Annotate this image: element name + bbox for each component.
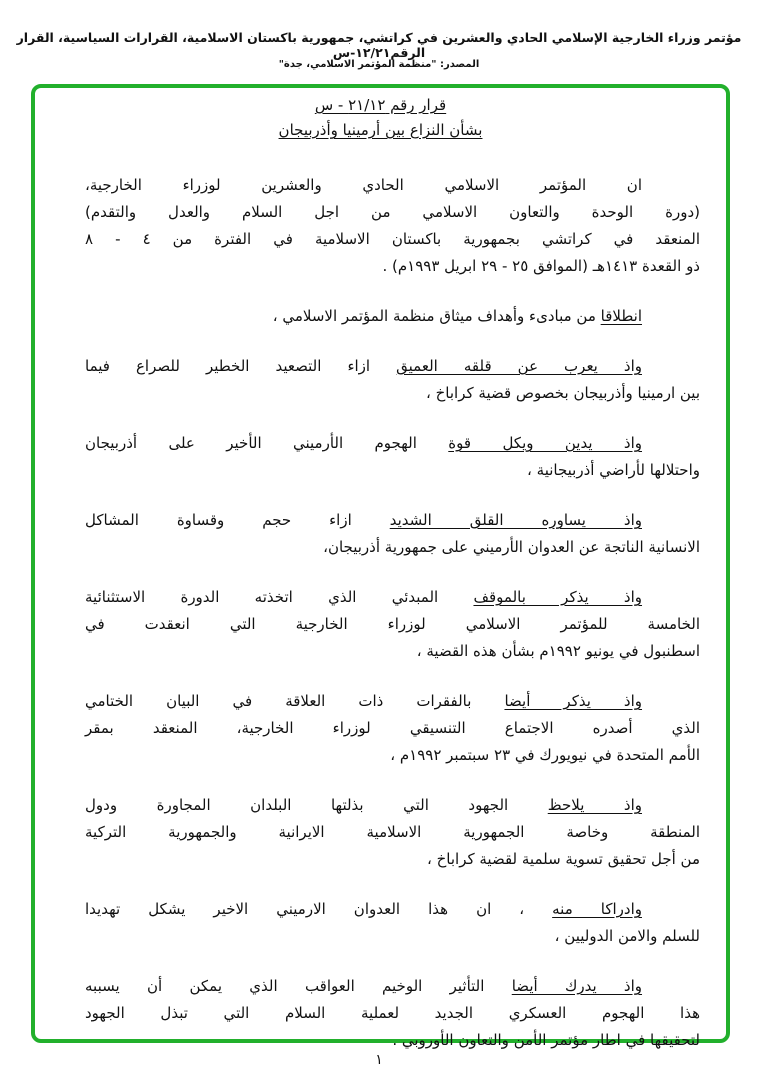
paragraph-text: الهجوم الأرميني الأخير على أذربيجان [85, 434, 449, 452]
paragraph-lead: واذ يلاحظ [547, 796, 642, 814]
paragraph [85, 688, 700, 769]
paragraph [85, 303, 700, 330]
paragraph-text: التأثير الوخيم العواقب الذي يمكن أن يسببه [85, 977, 512, 995]
paragraph-line [85, 172, 700, 199]
paragraph-line [85, 792, 700, 819]
paragraph [85, 973, 700, 1054]
paragraph [85, 507, 700, 561]
paragraph-line: الأمم المتحدة في نيويورك في ٢٣ سبتمبر ١٩٩٢م ، [390, 746, 700, 764]
paragraph-text: ازاء التصعيد الخطير للصراع فيما [85, 357, 397, 375]
resolution-subject [35, 121, 726, 139]
paragraph-lead: واذ يدرك أيضا [511, 977, 643, 995]
paragraph-text: الجهود التي بذلتها البلدان المجاورة ودول [85, 796, 548, 814]
paragraph [85, 353, 700, 407]
paragraph-text: ، ان هذا العدوان الارميني الاخير يشكل تهديدا [85, 900, 553, 918]
paragraph [85, 896, 700, 950]
paragraph-line [85, 688, 700, 715]
paragraph-line: واحتلالها لأراضي أذربيجانية ، [527, 461, 700, 479]
page-number: ١ [375, 1052, 383, 1068]
resolution-body [85, 172, 700, 1077]
paragraph-lead: انطلاقا [600, 307, 642, 325]
paragraph [85, 792, 700, 873]
document-frame [31, 84, 730, 1049]
paragraph-line: اسطنبول في يونيو ١٩٩٢م بشأن هذه القضية ، [416, 642, 700, 660]
paragraph [85, 430, 700, 484]
paragraph-line: ذو القعدة ١٤١٣هـ (الموافق ٢٥ - ٢٩ ابريل ١٩٩٣م) . [382, 257, 700, 275]
paragraph-line: الانسانية الناتجة عن العدوان الأرميني على جمهورية أذربيجان، [323, 538, 700, 556]
paragraph-line: المنطقة وخاصة الجمهورية الاسلامية الايرانية والجمهورية التركية [85, 823, 700, 841]
paragraph-line: من أجل تحقيق تسوية سلمية لقضية كراباخ ، [427, 850, 700, 868]
paragraph-lead: واذ يدين ويكل قوة [448, 434, 642, 452]
resolution-subject-text: بشأن النزاع بين أرمينيا وأذربيجان [278, 121, 483, 139]
paragraph-line [85, 584, 700, 611]
paragraph-line: للسلم والامن الدوليين ، [554, 927, 700, 945]
paragraph-text: ان المؤتمر الاسلامي الحادي والعشرين لوزراء الخارجية، [85, 176, 642, 194]
paragraph-line [85, 507, 700, 534]
paragraph-line: الذي أصدره الاجتماع التنسيقي لوزراء الخارجية، المنعقد بمقر [85, 719, 700, 737]
paragraph-line: لتحقيقها في اطار مؤتمر الأمن والتعاون الأوروبي . [392, 1031, 700, 1049]
paragraph-line [85, 430, 700, 457]
paragraph-lead: واذ يذكر بالموقف [473, 588, 643, 606]
paragraph-line: الخامسة للمؤتمر الاسلامي لوزراء الخارجية التي انعقدت في [85, 615, 700, 633]
paragraph-line [85, 303, 700, 330]
paragraph-line: (دورة الوحدة والتعاون الاسلامي من اجل السلام والعدل والتقدم) [85, 203, 700, 221]
paragraph-line [85, 353, 700, 380]
paragraph-text: ازاء حجم وقساوة المشاكل [85, 511, 390, 529]
paragraph-lead: واذ يساوره القلق الشديد [389, 511, 642, 529]
paragraph [85, 172, 700, 280]
paragraph-line [85, 896, 700, 923]
paragraph-line [85, 973, 700, 1000]
paragraph-lead: وادراكا منه [552, 900, 642, 918]
paragraph-text: المبدئي الذي اتخذته الدورة الاستثنائية [85, 588, 474, 606]
document-header-title: مؤتمر وزراء الخارجية الإسلامي الحادي والعشرين في كراتشي، جمهورية باكستان الاسلامية، القرارات السياسية، القرار الرقم١٢/٢١-س [16, 30, 742, 60]
resolution-number-text: قرار رقم ٢١/١٢ - س [314, 96, 447, 114]
document-source: المصدر: "منظمة المؤتمر الاسلامي، جدة" [278, 59, 480, 70]
paragraph [85, 584, 700, 665]
paragraph-text: من مبادىء وأهداف ميثاق منظمة المؤتمر الاسلامي ، [272, 307, 601, 325]
paragraph-lead: واذ يعرب عن قلقه العميق [396, 357, 642, 375]
paragraph-text: بالفقرات ذات العلاقة في البيان الختامي [85, 692, 505, 710]
paragraph-lead: واذ يذكر أيضا [504, 692, 643, 710]
paragraph-line: هذا الهجوم العسكري الجديد لعملية السلام التي تبذل الجهود [85, 1004, 700, 1022]
paragraph-line: المنعقد في كراتشي بجمهورية باكستان الاسلامية في الفترة من ٤ - ٨ [85, 230, 700, 248]
paragraph-line: بين ارمينيا وأذربيجان بخصوص قضية كراباخ ، [426, 384, 700, 402]
resolution-number [35, 96, 726, 114]
